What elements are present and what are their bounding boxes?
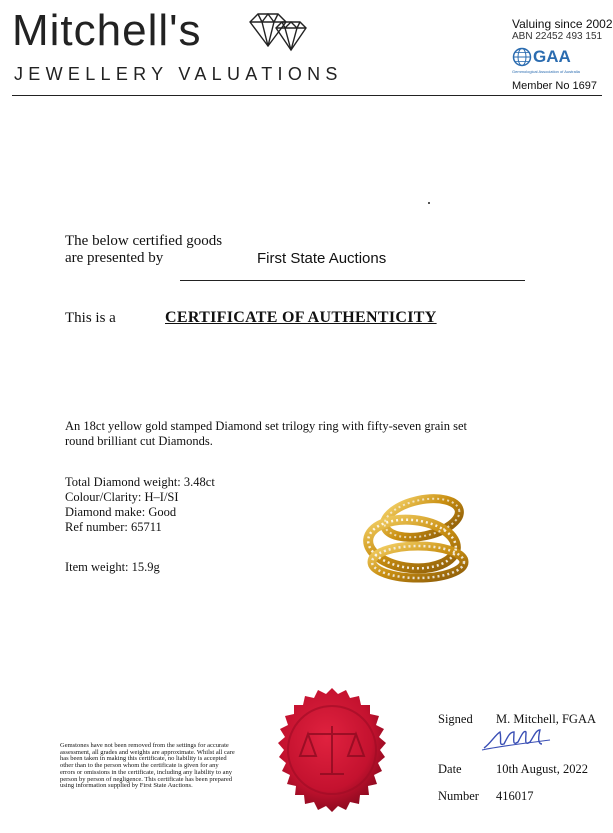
speck [428,202,430,204]
certificate-title: CERTIFICATE OF AUTHENTICITY [165,309,437,326]
item-description: An 18ct yellow gold stamped Diamond set trilogy ring with fifty-seven grain set round brilliant cut Diamonds. [65,419,468,448]
gaa-subtext: Gemmological Association of Australia [512,69,580,74]
diamond-logo-icon [246,10,310,54]
date-label: Date [438,762,462,776]
signed-label: Signed [438,712,473,726]
intro-line-2: are presented by [65,250,164,266]
spec-diamond-weight: Total Diamond weight: 3.48ct [65,475,215,489]
intro-line-1: The below certified goods [65,233,223,249]
presenter-name: First State Auctions [257,250,387,267]
signed-value: M. Mitchell, FGAA [496,712,596,726]
gaa-globe-icon [512,47,532,67]
disclaimer: Gemstones have not been removed from the settings for accurate assessment, all grades and weights are approximate. Whilst all care has been taken in making this certificate, no liability is accepted other than to the person whom the certificate is given for any errors or omissions in the certificate, including any liability to any person by person of negligence. This certificate has been prepared using information supplied by First State Auctions. [60,742,235,790]
spec-item-weight: Item weight: 15.9g [65,560,160,574]
header-divider [12,95,602,96]
ring-photo [356,488,476,584]
spec-colour-clarity: Colour/Clarity: H–I/SI [65,490,179,504]
signature [480,726,552,754]
member-number: Member No 1697 [512,80,597,92]
valuing-since: Valuing since 2002 [512,17,613,31]
wax-seal [263,680,401,818]
number-label: Number [438,789,479,803]
gaa-logo: GAA [533,47,571,66]
abn: ABN 22452 493 151 [512,31,603,42]
spec-diamond-make: Diamond make: Good [65,505,177,519]
brand-name: Mitchell's [12,6,202,55]
brand-subtitle: JEWELLERY VALUATIONS [14,64,343,84]
number-value: 416017 [496,789,534,803]
certificate-prefix: This is a [65,310,116,326]
spec-ref-number: Ref number: 65711 [65,520,162,534]
date-value: 10th August, 2022 [496,762,589,776]
